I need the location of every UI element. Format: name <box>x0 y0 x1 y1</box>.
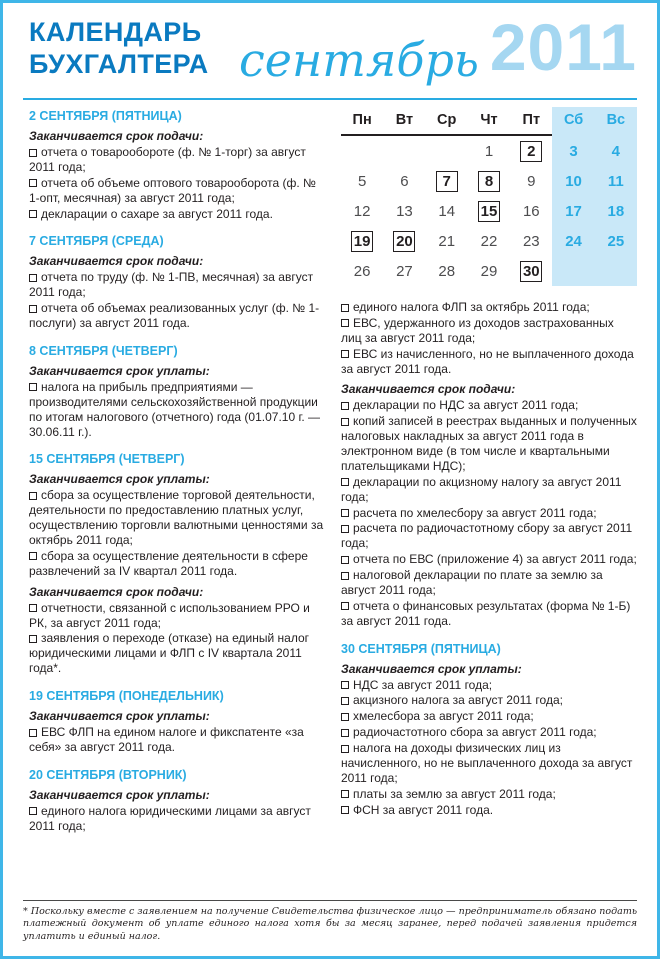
date-section <box>341 642 637 818</box>
day-number: 24 <box>565 232 582 250</box>
calendar-day-cell <box>426 136 468 166</box>
calendar-day-cell <box>341 226 383 256</box>
checkbox-icon <box>29 305 37 313</box>
left-column <box>29 107 325 894</box>
deadline-day-number: 19 <box>351 231 373 252</box>
checkbox-icon <box>341 525 349 533</box>
deadline-item-text: отчета об объемах реализованных услуг (ф. № 1-послуги) за август 2011 года. <box>29 301 320 330</box>
checkbox-icon <box>341 790 349 798</box>
deadline-item <box>341 506 637 521</box>
day-number: 16 <box>522 202 540 220</box>
deadline-day-number: 7 <box>436 171 458 192</box>
deadline-type-label: Заканчивается срок уплаты: <box>29 709 210 723</box>
day-number: 27 <box>396 262 413 280</box>
deadline-item-text: хмелесбора за август 2011 года; <box>353 709 534 724</box>
checkbox-icon <box>29 604 37 612</box>
calendar-day-header: Ср <box>426 107 468 136</box>
calendar-day-cell <box>468 226 510 256</box>
deadline-type-label: Заканчивается срок подачи: <box>341 382 516 397</box>
deadline-item <box>341 568 637 598</box>
calendar-day-cell <box>510 256 552 286</box>
header-divider <box>23 98 637 100</box>
deadline-item-text: ЕВС ФЛП на едином налоге и фикспатенте «за себя» за август 2011 года. <box>29 725 304 754</box>
deadline-item-text: платы за землю за август 2011 года; <box>353 786 556 801</box>
date-section <box>341 300 637 629</box>
calendar-day-cell <box>341 256 383 286</box>
day-number: 17 <box>565 202 582 220</box>
checkbox-icon <box>341 304 349 312</box>
checkbox-icon <box>29 179 37 187</box>
calendar-day-header: Пн <box>341 107 383 136</box>
deadline-item-text: декларации по акцизному налогу за август 2011 года; <box>341 474 622 504</box>
calendar-day-header: Вс <box>595 107 637 136</box>
day-number: 26 <box>353 262 371 280</box>
calendar-day-header: Сб <box>552 107 594 136</box>
deadline-item <box>341 693 637 708</box>
checkbox-icon <box>29 149 37 157</box>
checkbox-icon <box>341 556 349 564</box>
deadline-item-text: сбора за осуществление деятельности в сфере развлечений за IV квартал 2011 года. <box>29 548 308 578</box>
deadline-item <box>29 145 325 175</box>
right-column <box>341 107 637 894</box>
checkbox-icon <box>341 681 349 689</box>
calendar-day-cell <box>468 136 510 166</box>
calendar-day-cell <box>341 196 383 226</box>
deadline-item-text: отчета о товарообороте (ф. № 1-торг) за август 2011 года; <box>29 145 306 174</box>
deadline-day-number: 15 <box>478 201 500 222</box>
deadline-item-text: копий записей в реестрах выданных и полученных налоговых накладных за август 2011 года в электронном виде (в том числе и квартальными плательщиками НДС); <box>341 414 637 473</box>
deadline-item <box>341 741 637 786</box>
day-number: 10 <box>565 172 582 190</box>
deadline-item <box>29 804 325 834</box>
deadline-item <box>341 475 637 505</box>
date-section <box>29 689 325 755</box>
deadline-item-text: расчета по хмелесбору за август 2011 года; <box>353 505 597 520</box>
checkbox-icon <box>341 602 349 610</box>
deadline-item-text: налоговой декларации по плате за землю за август 2011 года; <box>341 568 603 597</box>
deadline-item-text: налога на прибыль предприятиями — производителями сельскохозяйственной продукции по итогам налогового (отчетного) года (01.07.10 г. — 30.06.11 г.). <box>29 379 321 439</box>
checkbox-icon <box>29 552 37 560</box>
page-footer <box>23 900 637 944</box>
deadline-item-text: ЕВС, удержанного из доходов застрахованных лиц за август 2011 года; <box>341 315 614 345</box>
calendar-day-header: Вт <box>383 107 425 136</box>
checkbox-icon <box>341 418 349 426</box>
deadline-type-label: Заканчивается срок уплаты: <box>341 661 522 676</box>
day-number: 12 <box>353 202 371 220</box>
calendar-day-cell <box>426 256 468 286</box>
calendar-day-cell <box>383 166 425 196</box>
day-number: 14 <box>438 202 456 220</box>
page-title-line1: КАЛЕНДАРЬ <box>29 17 202 47</box>
deadline-item-text: отчета об объеме оптового товарооборота (ф. № 1-опт, месячная) за август 2011 года; <box>29 175 316 205</box>
calendar-day-cell <box>341 166 383 196</box>
deadline-day-number: 8 <box>478 171 500 192</box>
calendar-day-cell <box>426 196 468 226</box>
deadline-item <box>29 488 325 548</box>
deadline-item-text: отчета по труду (ф. № 1-ПВ, месячная) за август 2011 года; <box>29 270 314 300</box>
section-date-heading: 19 СЕНТЯБРЯ (ПОНЕДЕЛЬНИК) <box>29 689 224 703</box>
calendar-header-row <box>341 107 637 136</box>
deadline-item <box>341 599 637 629</box>
checkbox-icon <box>29 274 37 282</box>
checkbox-icon <box>29 807 37 815</box>
checkbox-icon <box>341 478 349 486</box>
deadline-item <box>341 398 637 413</box>
checkbox-icon <box>29 210 37 218</box>
deadline-item <box>29 549 325 579</box>
calendar-day-cell <box>595 196 637 226</box>
day-number: 25 <box>607 232 625 250</box>
calendar-day-header: Пт <box>510 107 552 136</box>
checkbox-icon <box>341 572 349 580</box>
calendar-grid <box>341 136 637 286</box>
calendar-day-cell <box>468 256 510 286</box>
deadline-item <box>341 709 637 724</box>
checkbox-icon <box>341 509 349 517</box>
deadline-type-label: Заканчивается срок подачи: <box>29 254 204 269</box>
date-section <box>29 234 325 331</box>
deadline-type-label: Заканчивается срок подачи: <box>29 584 204 599</box>
deadline-item <box>29 207 325 222</box>
calendar-day-header: Чт <box>468 107 510 136</box>
checkbox-icon <box>341 319 349 327</box>
deadline-item-text: отчета о финансовых результатах (форма № 1-Б) за август 2011 года. <box>341 598 631 628</box>
deadline-item <box>29 380 325 440</box>
deadline-type-label: Заканчивается срок уплаты: <box>29 472 210 487</box>
calendar-day-cell <box>341 136 383 166</box>
calendar-day-cell <box>595 226 637 256</box>
calendar-day-cell <box>510 136 552 166</box>
month-name: сентябрь <box>239 33 479 87</box>
day-number: 18 <box>607 202 625 220</box>
checkbox-icon <box>29 383 37 391</box>
calendar-day-cell <box>510 196 552 226</box>
deadline-item <box>29 725 325 755</box>
checkbox-icon <box>341 697 349 705</box>
deadline-item-text: отчета по ЕВС (приложение 4) за август 2011 года; <box>353 552 637 567</box>
deadline-item-text: отчетности, связанной с использованием РРО и РК, за август 2011 года; <box>29 600 310 630</box>
calendar-day-cell <box>595 166 637 196</box>
checkbox-icon <box>341 713 349 721</box>
calendar-day-cell <box>468 166 510 196</box>
day-number: 9 <box>527 172 536 190</box>
deadline-item-text: НДС за август 2011 года; <box>353 677 493 692</box>
day-number: 13 <box>396 202 413 220</box>
year-label: 2011 <box>489 10 637 84</box>
section-date-heading: 8 СЕНТЯБРЯ (ЧЕТВЕРГ) <box>29 343 178 358</box>
checkbox-icon <box>29 729 37 737</box>
deadline-item <box>29 601 325 631</box>
checkbox-icon <box>341 745 349 753</box>
date-section <box>29 109 325 221</box>
deadline-item-text: радиочастотного сбора за август 2011 года; <box>353 725 597 740</box>
checkbox-icon <box>341 806 349 814</box>
deadline-item-text: декларации о сахаре за август 2011 года. <box>41 206 273 221</box>
deadline-item-text: акцизного налога за август 2011 года; <box>353 693 563 708</box>
calendar-day-cell <box>595 136 637 166</box>
deadline-type-label: Заканчивается срок подачи: <box>29 129 204 143</box>
deadline-type-label: Заканчивается срок уплаты: <box>29 787 210 802</box>
calendar-day-cell <box>383 196 425 226</box>
section-date-heading: 30 СЕНТЯБРЯ (ПЯТНИЦА) <box>341 641 501 656</box>
deadline-item-text: сбора за осуществление торговой деятельности, деятельности по предоставлению платных услуг, осуществлению торговли валютными ценностями за октябрь 2011 года; <box>29 488 324 547</box>
calendar-day-cell <box>510 166 552 196</box>
deadline-day-number: 30 <box>520 261 542 282</box>
page-header <box>29 10 637 95</box>
checkbox-icon <box>341 402 349 410</box>
deadline-item <box>341 414 637 474</box>
day-number: 5 <box>357 172 367 190</box>
calendar-day-cell <box>383 226 425 256</box>
deadline-item <box>341 725 637 740</box>
calendar-day-cell <box>426 166 468 196</box>
page-title-line2: БУХГАЛТЕРА <box>29 48 209 79</box>
checkbox-icon <box>341 729 349 737</box>
deadline-item <box>341 316 637 346</box>
deadline-item <box>341 803 637 818</box>
calendar-day-cell <box>552 226 594 256</box>
deadline-item-text: заявления о переходе (отказе) на единый налог юридическими лицами и ФЛП с IV квартала 2011 года*. <box>29 631 310 676</box>
day-number: 3 <box>569 142 578 160</box>
day-number: 21 <box>438 232 456 250</box>
calendar-day-cell <box>468 196 510 226</box>
date-section <box>29 344 325 440</box>
section-date-heading: 7 СЕНТЯБРЯ (СРЕДА) <box>29 234 164 249</box>
day-number: 6 <box>400 172 409 190</box>
checkbox-icon <box>29 635 37 643</box>
deadline-item-text: налога на доходы физических лиц из начисленного, но не выплаченного дохода за август 2011 года; <box>341 741 633 785</box>
deadline-item <box>29 631 325 676</box>
day-number: 1 <box>484 142 494 160</box>
deadline-item <box>29 176 325 206</box>
calendar-day-cell <box>383 256 425 286</box>
deadline-item-text: расчета по радиочастотному сбору за август 2011 года; <box>341 521 633 551</box>
content-area <box>29 107 637 894</box>
calendar-day-cell <box>552 196 594 226</box>
calendar-day-cell <box>552 256 594 286</box>
deadline-type-label: Заканчивается срок уплаты: <box>29 363 210 378</box>
day-number: 11 <box>607 172 624 190</box>
checkbox-icon <box>29 492 37 500</box>
checkbox-icon <box>341 350 349 358</box>
deadline-day-number: 2 <box>520 141 542 162</box>
deadline-item-text: ФСН за август 2011 года. <box>353 802 494 817</box>
deadline-day-number: 20 <box>393 231 415 252</box>
day-number: 23 <box>522 232 540 250</box>
deadline-item-text: декларации по НДС за август 2011 года; <box>353 398 579 413</box>
section-date-heading: 15 СЕНТЯБРЯ (ЧЕТВЕРГ) <box>29 452 185 467</box>
deadline-item <box>341 347 637 377</box>
deadline-item <box>341 678 637 693</box>
calendar-day-cell <box>383 136 425 166</box>
deadline-item <box>29 301 325 331</box>
calendar-day-cell <box>552 166 594 196</box>
deadline-item-text: ЕВС из начисленного, но не выплаченного дохода за август 2011 года. <box>341 346 634 376</box>
day-number: 28 <box>438 262 456 280</box>
month-calendar <box>341 107 637 286</box>
deadline-item-text: единого налога юридическими лицами за август 2011 года; <box>29 803 311 833</box>
date-section <box>29 452 325 676</box>
right-column-sections <box>341 300 637 817</box>
deadline-item <box>341 552 637 567</box>
deadline-item <box>341 521 637 551</box>
calendar-day-cell <box>595 256 637 286</box>
footnote: * Поскольку вместе с заявлением на получение Свидетельства физическое лицо — предприниматель обязано подать платежный документ об уплате единого налога хотя бы за месяц заранее, перед подачей заявления придется уплатить и единый налог. <box>23 905 637 943</box>
calendar-day-cell <box>510 226 552 256</box>
deadline-item <box>341 300 637 315</box>
calendar-day-cell <box>552 136 594 166</box>
day-number: 22 <box>480 232 498 250</box>
date-section <box>29 768 325 834</box>
deadline-item <box>29 270 325 300</box>
day-number: 29 <box>480 262 498 280</box>
section-date-heading: 20 СЕНТЯБРЯ (ВТОРНИК) <box>29 767 187 782</box>
deadline-item-text: единого налога ФЛП за октябрь 2011 года; <box>353 300 590 314</box>
section-date-heading: 2 СЕНТЯБРЯ (ПЯТНИЦА) <box>29 109 182 123</box>
deadline-item <box>341 787 637 802</box>
day-number: 4 <box>611 142 621 160</box>
calendar-day-cell <box>426 226 468 256</box>
